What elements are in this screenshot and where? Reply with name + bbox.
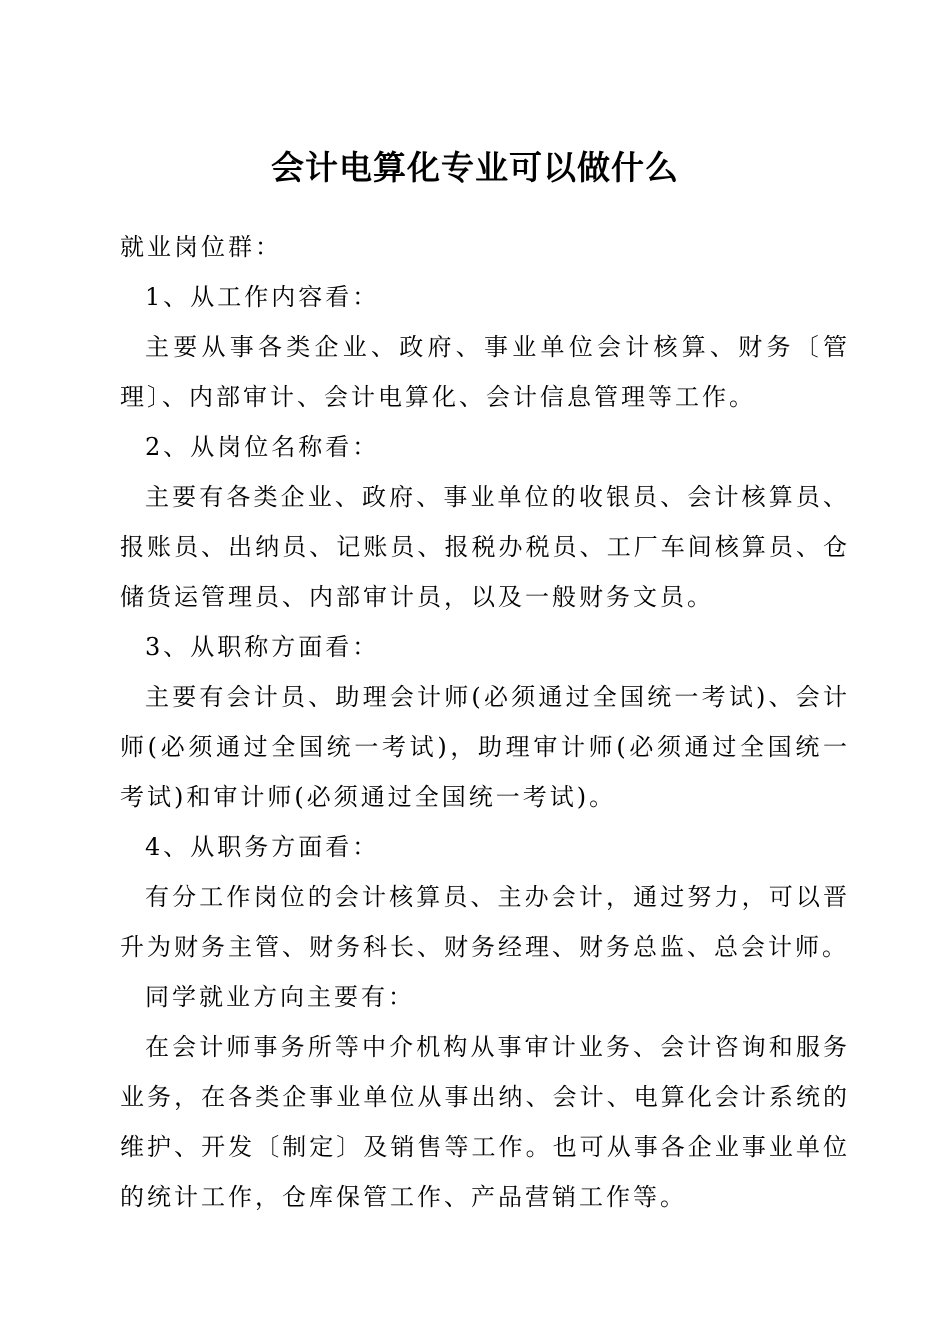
paragraph-career-directions: 在会计师事务所等中介机构从事审计业务、会计咨询和服务业务，在各类企事业单位从事出纳、会计、电算化会计系统的维护、开发〔制定〕及销售等工作。也可从事各企业事业单位的统计工作，仓库保管工作、产品营销工作等。 — [120, 1033, 850, 1211]
paragraph-titles: 主要有会计员、助理会计师(必须通过全国统一考试)、会计师(必须通过全国统一考试)，助理审计师(必须通过全国统一考试)和审计师(必须通过全国统一考试)。 — [120, 683, 850, 811]
section-heading-job-groups: 就业岗位群： — [120, 233, 282, 261]
subheading-duties: 4、从职务方面看： — [145, 833, 380, 861]
paragraph-work-content: 主要从事各类企业、政府、事业单位会计核算、财务〔管理〕、内部审计、会计电算化、会计信息管理等工作。 — [120, 333, 850, 411]
subheading-work-content: 1、从工作内容看： — [145, 283, 380, 311]
paragraph-duties: 有分工作岗位的会计核算员、主办会计，通过努力，可以晋升为财务主管、财务科长、财务经理、财务总监、总会计师。 — [120, 883, 850, 961]
paragraph-position-names: 主要有各类企业、政府、事业单位的收银员、会计核算员、报账员、出纳员、记账员、报税办税员、工厂车间核算员、仓储货运管理员、内部审计员，以及一般财务文员。 — [120, 483, 850, 611]
subheading-career-directions: 同学就业方向主要有： — [145, 983, 415, 1011]
document-title: 会计电算化专业可以做什么 — [271, 148, 679, 187]
subheading-titles: 3、从职称方面看： — [145, 633, 380, 661]
subheading-position-names: 2、从岗位名称看： — [145, 433, 380, 461]
document-body — [120, 222, 850, 1222]
